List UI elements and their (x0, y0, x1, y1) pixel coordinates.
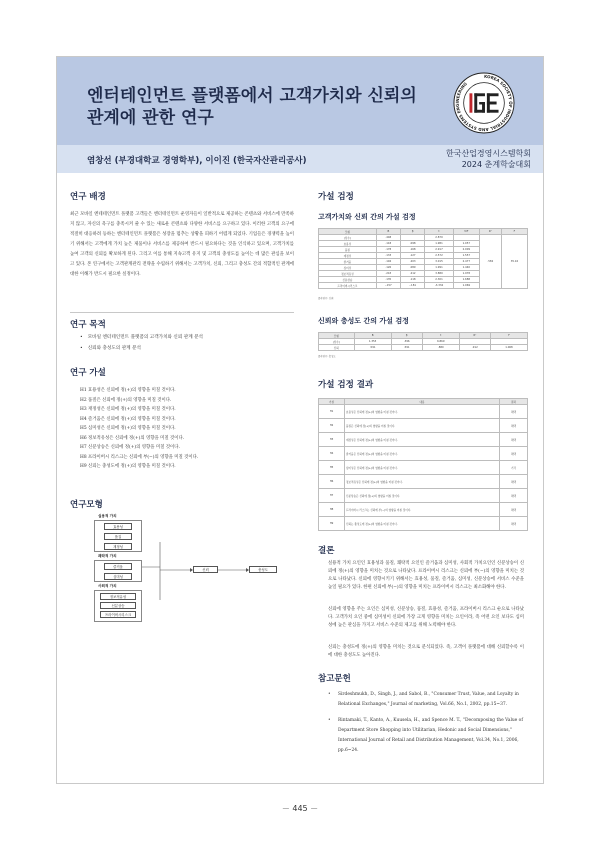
table-cell: 기각 (500, 461, 528, 475)
group-label: 사회적 가치 (98, 584, 117, 588)
table-cell: H8 (319, 503, 345, 517)
table-row (319, 405, 528, 419)
table-row (319, 489, 528, 503)
reference-item: • Sirdeshmukh, D., Singh, J., and Sabol, B., "Consumer Trust, Value, and Loyalty in Relational Exchanges," Journal of marketing, Vol.66, No.1, 2002, pp.15~37. (328, 690, 526, 710)
conference-name: 한국산업경영시스템학회 (445, 149, 531, 158)
model-factor: 재정성 (104, 543, 132, 550)
table-cell: 신분상승 (319, 277, 377, 283)
table-header: R² (479, 229, 501, 235)
table-cell: 품질은 신뢰에 정(+)의 영향을 미칠 것이다. (345, 419, 500, 433)
table-body (319, 339, 528, 351)
table-header: 가설 (319, 399, 345, 405)
author-bar (57, 145, 543, 173)
table-cell: .127 (400, 253, 424, 259)
table-cell: H7 (319, 489, 345, 503)
trust-loyalty-table (318, 332, 528, 351)
value-trust-table (318, 228, 528, 289)
table-row (319, 461, 528, 475)
table-cell: 품질 (319, 247, 377, 253)
heading-background: 연구 배경 (70, 192, 106, 202)
heading-verification: 가설 검정 (318, 192, 354, 202)
table-cell: H5 (319, 461, 345, 475)
table-cell: H9 (319, 517, 345, 531)
poster-header (57, 57, 543, 145)
table-cell: 채택 (500, 503, 528, 517)
conference-event: 2024 춘계학술대회 (461, 160, 531, 169)
table-cell: 1.978 (453, 271, 479, 277)
loyalty-box: 충성도 (249, 566, 277, 573)
model-factor: 프라이버시리스크 (100, 611, 136, 618)
table-cell: 프라이버시리스크 (319, 283, 377, 289)
hypothesis-item: H6 정보적유성은 신뢰에 정(+)의 영향을 미칠 것이다. (80, 435, 185, 441)
model-factor: 효용성 (104, 523, 132, 530)
table-cell: 1.981 (425, 241, 453, 247)
hypothesis-item: H3 재정성은 신뢰에 정(+)의 영향을 미칠 것이다. (80, 407, 176, 412)
table-row (319, 447, 528, 461)
purpose-list (80, 332, 294, 354)
model-factor: 품질 (104, 533, 132, 540)
subheading-trust-loyalty: 신뢰와 충성도 간의 가설 검정 (318, 317, 409, 325)
table-cell: 재정성 (319, 253, 377, 259)
results-table (318, 398, 528, 531)
table-cell: 채택 (500, 447, 528, 461)
table-cell: 효용성 (319, 241, 377, 247)
hypothesis-item: H2 품질은 신뢰에 정(+)의 영향을 미칠 것이다. (80, 397, 172, 403)
table-row (319, 475, 528, 489)
table-cell: .396 (391, 339, 422, 345)
table-cell: 2.572 (425, 253, 453, 259)
table-cell: .591 (354, 345, 391, 351)
heading-hypotheses: 연구 가설 (70, 368, 106, 378)
table-header: B (354, 333, 391, 339)
table-cell: 1.068 (490, 345, 527, 351)
table-cell: (상수) (319, 339, 355, 345)
table-cell: .133 (376, 253, 400, 259)
table-header: 내용 (345, 399, 500, 405)
table-cell: 1.440 (453, 265, 479, 271)
heading-purpose: 연구 목적 (70, 320, 106, 330)
table-cell: 3.015 (425, 259, 453, 265)
conference-info (446, 148, 531, 170)
table-cell: 2.477 (453, 259, 479, 265)
table-header: t (422, 333, 459, 339)
table-cell: 1.688 (453, 277, 479, 283)
heading-model: 연구모형 (70, 500, 103, 510)
table-cell: 채택 (500, 475, 528, 489)
model-factor: 정보적유성 (100, 593, 136, 600)
table-row (319, 517, 528, 531)
table-cell: .591 (391, 345, 422, 351)
table-cell: .118 (400, 277, 424, 283)
table-cell: H2 (319, 419, 345, 433)
table-header: 모형 (319, 333, 355, 339)
table-cell: H3 (319, 433, 345, 447)
table-header: F (501, 229, 527, 235)
hypothesis-item: H1 효용성은 신뢰에 정(+)의 영향을 미칠 것이다. (80, 388, 176, 393)
table-cell: 심미성 (319, 265, 377, 271)
table-cell: 채택 (500, 489, 528, 503)
table-header: β (400, 229, 424, 235)
model-factor: 신분상승 (100, 602, 136, 609)
table-cell: .098 (400, 241, 424, 247)
hypothesis-item: H9 신뢰는 충성도에 정(+)의 영향을 미칠 것이다. (80, 464, 176, 469)
table-cell: (상수) (319, 235, 377, 241)
table-body (319, 235, 528, 289)
logo-ring-text: KOREA SOCIETY OF INDUSTRIAL AND SYSTEMS ENGINEERING (454, 73, 514, 133)
background-paragraph: 최근 모바일 엔테테인먼트 플랫폼 고객들은 엔터테인먼트 운영자들이 일반적으로 제공하는 콘텐츠와 서비스에 만족하지 않고, 자신의 욕구를 충족시켜 줄 수 있는 새로운 콘텐츠와 다양한 서비스를 요구하고 있다. 이러한 고객의 요구에 적절히 대응하려 등하는 엔터테인먼트 플랫폼은 성장을 멈추는 상황을 피하기 어렵게 되었다. 기업들은 경쟁력을 높이기 위해서는 고객에게 가치 높은 제품이나 서비스를 제공하여 반드시 필요하다는 것을 인식하고 있으며, 고객가치를 높여 고객의 신뢰를 확보하게 된다. 그리고 이를 통해 지속고객 유지 및 고객의 충성도를 높이는 데 많은 관심을 보이고 있다. 본 연구에서는 고객관계관리 전략을 수립하기 위해서는 고객가치, 신뢰, 그리고 충성도 간의 적합적인 관계에 대한 이해가 반드시 필요한 실정이다. (70, 212, 294, 277)
table-cell: 재정성은 신뢰에 정(+)의 영향을 미칠 것이다. (345, 433, 500, 447)
table-cell: 2.301 (425, 277, 453, 283)
table-cell: 신뢰 (319, 345, 355, 351)
table-cell: .448 (376, 235, 400, 241)
research-model-diagram (94, 514, 284, 617)
table-cell: 즐거움 (319, 259, 377, 265)
divider (70, 312, 294, 313)
table-cell: 정보적유성 (319, 271, 377, 277)
table-cell: 채택 (500, 419, 528, 433)
hypothesis-item: H8 프라이버시 리스크는 신뢰에 부(−)의 영향을 미칠 것이다. (80, 454, 199, 460)
table-cell: -.157 (376, 283, 400, 289)
table-header: VIF (453, 229, 479, 235)
table-cell: .178 (376, 247, 400, 253)
conclusion-paragraph-2: 신뢰에 영향을 주는 요인은 심미성, 신분상승, 품질, 효용성, 즐거움, 프라이버시 리스크 순으로 나타났다. 고객가치 요인 중에 심미성이 신뢰에 가장 크게 영향을 미치는 요인이라, 즉 어떤 요인 보다도 심미성에 높은 관심을 가지고 서비스 수준의 제고를 위해 노력해야 한다. (328, 607, 524, 628)
purpose-item: • 모바일 엔터테인먼트 플랫폼의 고객가치와 신뢰 관계 분석 (80, 332, 294, 343)
society-seal-logo (453, 72, 515, 134)
table-cell: 채택 (500, 517, 528, 531)
heading-conclusion: 결론 (318, 546, 335, 556)
table-cell: .212 (400, 271, 424, 277)
table-cell: 2.009 (453, 247, 479, 253)
subheading-value-trust: 고객가치와 신뢰 간의 가설 검정 (318, 213, 416, 221)
table-cell: .203 (400, 259, 424, 265)
table-note: 종속변수: 신뢰 (318, 297, 334, 300)
table-cell: 6.869 (422, 339, 459, 345)
table-cell: 2.870 (425, 235, 453, 241)
heading-references: 참고문헌 (318, 674, 351, 684)
table-header: F (490, 333, 527, 339)
table-cell: 신분상승은 신뢰에 정(+)의 영향을 미칠 것이다. (345, 489, 500, 503)
table-cell: 심미성은 신뢰에 정(+)의 영향을 미칠 것이다. (345, 461, 500, 475)
table-cell: 3.880 (425, 271, 453, 277)
model-factor: 즐거움 (104, 563, 132, 570)
heading-results: 가설 검정 결과 (318, 380, 374, 390)
group-label: 쾌락적 가치 (98, 554, 117, 558)
table-header: 모형 (319, 229, 377, 235)
trust-box: 신뢰 (193, 566, 218, 573)
table-cell: -.181 (400, 283, 424, 289)
table-cell: .880 (422, 345, 459, 351)
table-cell: .118 (376, 241, 400, 247)
table-cell: .912 (459, 345, 490, 351)
hypothesis-item: H7 신분상승은 신뢰에 정(+)의 영향을 미칠 것이다. (80, 445, 180, 450)
table-cell: .243 (376, 271, 400, 277)
table-cell: .089 (400, 265, 424, 271)
references-list (328, 690, 526, 762)
hypothesis-item: H4 즐거움은 신뢰에 정(+)의 영향을 미칠 것이다. (80, 416, 176, 422)
table-row (319, 433, 528, 447)
table-row (319, 419, 528, 433)
table-cell: 신뢰는 충성도에 정(+)의 영향을 미칠 것이다. (345, 517, 500, 531)
table-cell: -3.334 (425, 283, 453, 289)
table-header: 결과 (500, 399, 528, 405)
table-cell: 1.353 (354, 339, 391, 345)
table-cell: 2.917 (425, 247, 453, 253)
table-cell: 프라이버시 리스크는 신뢰에 부(−)의 영향을 미칠 것이다. (345, 503, 500, 517)
table-cell: 1.557 (453, 253, 479, 259)
table-row (319, 345, 528, 351)
table-cell: .126 (376, 265, 400, 271)
table-cell: 효용성은 신뢰에 정(+)의 영향을 미칠 것이다. (345, 405, 500, 419)
table-body (319, 405, 528, 531)
purpose-item: • 신뢰와 충성도의 관계 분석 (80, 343, 294, 354)
model-factor: 심미성 (104, 573, 132, 580)
table-cell: 채택 (500, 405, 528, 419)
table-cell: 35.16 (501, 235, 527, 289)
table-cell: H4 (319, 447, 345, 461)
table-cell: 1.057 (453, 241, 479, 247)
table-cell: .194 (376, 259, 400, 265)
table-cell: .582 (479, 235, 501, 289)
table-cell: 채택 (500, 433, 528, 447)
table-cell: H6 (319, 475, 345, 489)
table-cell: 즐거움은 신뢰에 정(+)의 영향을 미칠 것이다. (345, 447, 500, 461)
table-cell: 1.069 (453, 283, 479, 289)
authors: 염창선 (부경대학교 경영학부), 이이진 (한국자산관리공사) (87, 156, 307, 166)
poster-title: 엔터테인먼트 플랫폼에서 고객가치와 신뢰의 관계에 관한 연구 (87, 86, 417, 128)
table-header: R² (459, 333, 490, 339)
page-number: － 445 － (281, 804, 319, 813)
table-cell: H1 (319, 405, 345, 419)
table-cell: .135 (376, 277, 400, 283)
table-header: B (376, 229, 400, 235)
table-note: 종속변수: 충성도 (318, 355, 336, 358)
conclusion-paragraph-3: 신뢰는 충성도에 정(+)의 영향을 미치는 것으로 분석되었다. 즉, 고객이 플랫폼에 대해 신뢰할수록 이에 대한 충성도도 높아진다. (328, 645, 524, 658)
table-cell: .168 (400, 247, 424, 253)
table-cell: 정보적유성은 신뢰에 정(+)의 영향을 미칠 것이다. (345, 475, 500, 489)
table-row (319, 503, 528, 517)
hypothesis-item: H5 심미성은 신뢰에 정(+)의 영향을 미칠 것이다. (80, 426, 176, 431)
table-cell: 1.991 (425, 265, 453, 271)
reference-item: • Rintamaki, T., Kanto, A., Kuusela, H., and Spence M. T., "Decomposing the Value of Department Store Shopping into Utilitarian, Hedonic and Social Dimensions," International Journal of Retail and Distribution Management, Vol.34, No.1, 2006, pp.6~24. (328, 716, 526, 756)
conclusion-paragraph-1: 실용적 가치 요인인 효용성과 품질, 쾌락적 요인인 즐거움과 심미성, 사회적 가치요인인 신분상승이 신뢰에 정(+)의 영향을 미치는 것으로 나타났다. 프라이버시 리스크는 신뢰에 부(−)의 영향을 미치는 것으로 나타났다. 신뢰에 영향시키기 위해서는 효용성, 품질, 즐거움, 심미성, 신분상승에 서비스 수준을 높일 필요가 있다. 한편 신뢰에 부(−)의 영향을 미치는 프라이버시 리스크는 최소화해야 한다. (328, 561, 524, 590)
hypotheses-list (80, 386, 294, 472)
table-header: β (391, 333, 422, 339)
group-label: 실용적 가치 (98, 514, 117, 518)
table-header: t (425, 229, 453, 235)
